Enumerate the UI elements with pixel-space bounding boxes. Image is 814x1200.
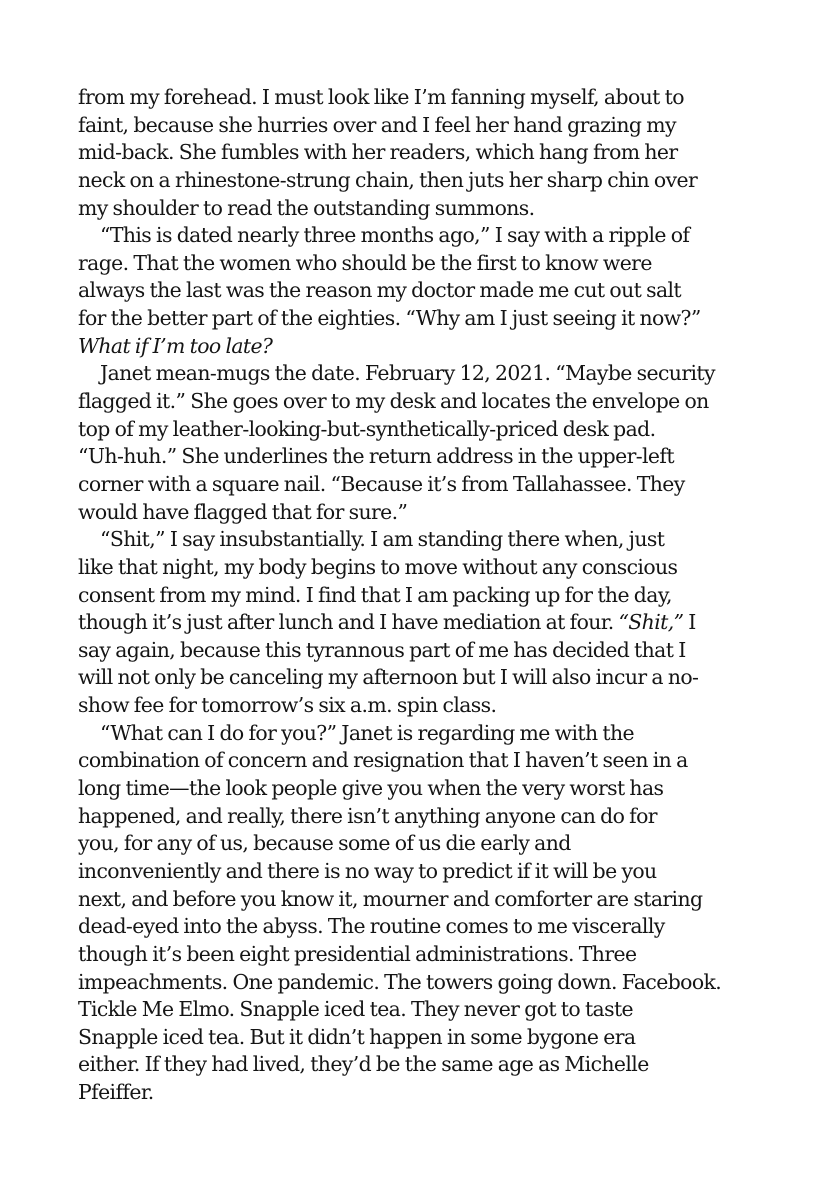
text-line: for the better part of the eighties. “Why am I just seeing it now?” (78, 306, 701, 331)
text-line: though it’s been eight presidential administrations. Three (78, 941, 637, 966)
italic-thought-line: What if I’m too late? (78, 333, 273, 358)
text-segment: I (683, 610, 696, 635)
text-line: Tickle Me Elmo. Snapple iced tea. They never got to taste (78, 997, 634, 1022)
paragraph-start-line: Janet mean-mugs the date. February 12, 2021. “Maybe security (100, 361, 715, 386)
text-line: mid-back. She fumbles with her readers, which hang from her (78, 140, 678, 165)
text-line: like that night, my body begins to move without any conscious (78, 554, 678, 579)
text-line: from my forehead. I must look like I’m fanning myself, about to (78, 85, 684, 109)
text-line: top of my leather-looking-but-synthetically-priced desk pad. (78, 416, 656, 441)
text-line: say again, because this tyrannous part of me has decided that I (78, 637, 686, 662)
text-line: “Uh-huh.” She underlines the return address in the upper-left (78, 444, 674, 469)
text-line: show fee for tomorrow’s six a.m. spin class. (78, 693, 497, 718)
paragraph-start-line: “What can I do for you?” Janet is regarding me with the (100, 720, 635, 745)
text-line: rage. That the women who should be the first to know were (78, 250, 652, 275)
text-line: would have flagged that for sure.” (78, 499, 408, 524)
text-line: will not only be canceling my afternoon but I will also incur a no- (78, 665, 699, 690)
text-line: inconveniently and there is no way to predict if it will be you (78, 858, 657, 883)
text-line: neck on a rhinestone-strung chain, then juts her sharp chin over (78, 167, 698, 192)
text-line-with-italic (78, 609, 738, 637)
text-line: happened, and really, there isn’t anything anyone can do for (78, 803, 657, 828)
text-line: faint, because she hurries over and I feel her hand grazing my (78, 112, 676, 137)
text-line: Pfeiffer. (78, 1080, 154, 1105)
text-line: Snapple iced tea. But it didn’t happen in some bygone era (78, 1024, 636, 1049)
text-line: consent from my mind. I find that I am packing up for the day, (78, 582, 672, 607)
text-line: next, and before you know it, mourner and comforter are staring (78, 886, 703, 911)
text-line: always the last was the reason my doctor made me cut out salt (78, 278, 682, 303)
text-segment: though it’s just after lunch and I have mediation at four. (78, 610, 619, 635)
paragraph-start-line: “This is dated nearly three months ago,” I say with a ripple of (100, 223, 690, 248)
text-line: my shoulder to read the outstanding summons. (78, 195, 535, 220)
text-line: dead-eyed into the abyss. The routine comes to me viscerally (78, 914, 665, 939)
text-line: corner with a square nail. “Because it’s from Tallahassee. They (78, 471, 685, 496)
text-line: combination of concern and resignation that I haven’t seen in a (78, 748, 688, 773)
text-line: flagged it.” She goes over to my desk and locates the envelope on (78, 389, 709, 414)
text-line: impeachments. One pandemic. The towers going down. Facebook. (78, 969, 722, 994)
text-line: either. If they had lived, they’d be the same age as Michelle (78, 1052, 649, 1077)
paragraph-start-line: “Shit,” I say insubstantially. I am standing there when, just (100, 527, 665, 552)
italic-segment: “Shit,” (618, 610, 684, 635)
text-line: long time—the look people give you when the very worst has (78, 776, 664, 801)
body-text (78, 84, 738, 1107)
text-line: you, for any of us, because some of us die early and (78, 831, 571, 856)
